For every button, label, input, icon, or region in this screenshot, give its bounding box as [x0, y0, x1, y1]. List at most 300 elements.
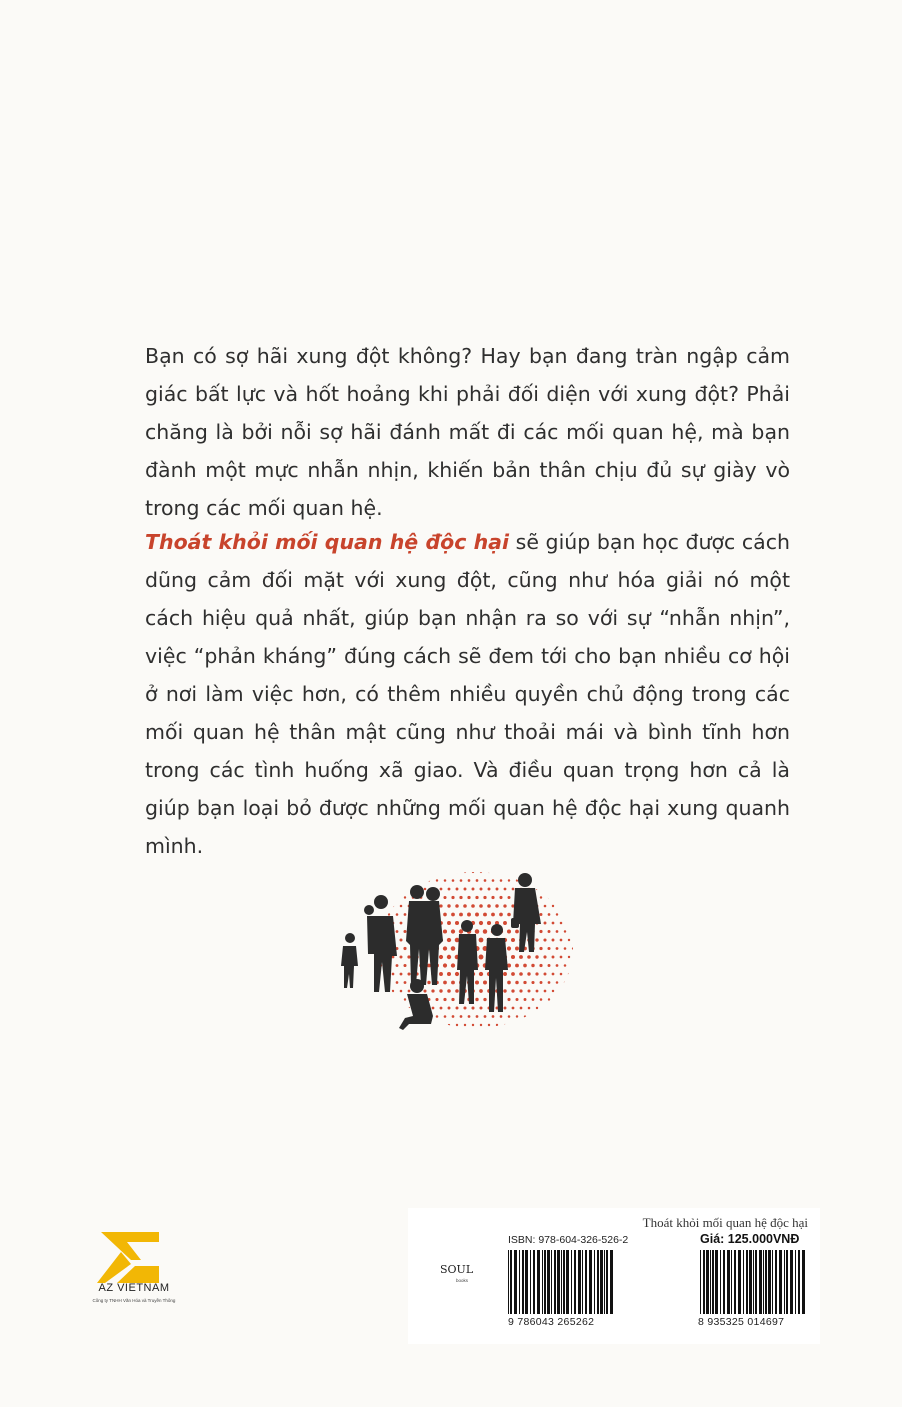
halftone-dot [432, 1007, 435, 1010]
halftone-dot [463, 904, 467, 908]
halftone-dot [444, 1032, 446, 1034]
halftone-dot [392, 1024, 394, 1026]
barcode-bar [600, 1250, 603, 1314]
halftone-dot [388, 998, 390, 1000]
halftone-dot [484, 1015, 487, 1018]
halftone-dot [540, 981, 543, 984]
halftone-dot [480, 871, 482, 873]
halftone-dot [408, 1007, 410, 1009]
halftone-dot [396, 930, 399, 933]
halftone-dot [524, 1033, 526, 1035]
halftone-dot [548, 964, 551, 967]
halftone-dot [380, 913, 382, 915]
halftone-dot [447, 921, 451, 925]
halftone-dot [384, 888, 386, 890]
halftone-dot [507, 946, 511, 950]
halftone-dot [447, 955, 451, 959]
barcode-bar [784, 1250, 785, 1314]
halftone-dot [443, 896, 446, 899]
barcode-bar [749, 1250, 752, 1314]
barcode-bar [519, 1250, 520, 1314]
halftone-dot [472, 888, 475, 891]
halftone-dot [439, 989, 442, 992]
halftone-dot [540, 880, 542, 882]
halftone-dot [479, 1006, 482, 1009]
publisher-company: Công ty TNHH Văn Hóa và Truyền Thông [92, 1298, 176, 1303]
halftone-dot [384, 871, 385, 872]
halftone-dot [560, 888, 562, 890]
halftone-dot [556, 930, 559, 933]
halftone-dot [568, 905, 570, 907]
halftone-dot [516, 1015, 518, 1017]
halftone-dot [447, 938, 451, 942]
halftone-dot [511, 955, 515, 959]
halftone-dot [556, 981, 559, 984]
halftone-dot [527, 989, 530, 992]
barcode-bar [703, 1250, 705, 1314]
halftone-dot [499, 913, 503, 917]
halftone-dot [404, 981, 407, 984]
halftone-dot [400, 990, 403, 993]
halftone-dot [467, 896, 470, 899]
halftone-dot [468, 1032, 470, 1034]
halftone-dot [515, 964, 519, 968]
barcode-bar [522, 1250, 524, 1314]
barcode-bar [720, 1250, 721, 1314]
halftone-dot [503, 921, 507, 925]
barcode-bar [715, 1250, 718, 1314]
halftone-dot [396, 981, 399, 984]
halftone-dot [560, 1007, 562, 1009]
halftone-dot [396, 880, 398, 882]
halftone-dot [500, 1032, 502, 1034]
halftone-dot [440, 871, 442, 873]
halftone-dot [544, 990, 547, 993]
halftone-dot [443, 929, 447, 933]
halftone-dot [556, 880, 558, 882]
halftone-dot [468, 1015, 471, 1018]
halftone-dot [380, 880, 381, 881]
barcode-bar [765, 1250, 767, 1314]
barcode-bar [779, 1250, 782, 1314]
halftone-dot [463, 1006, 466, 1009]
halftone-dot [439, 904, 442, 907]
halftone-dot [451, 963, 455, 967]
halftone-dot [456, 888, 459, 891]
halftone-dot [512, 1024, 514, 1026]
halftone-dot [576, 922, 578, 924]
halftone-dot [404, 913, 407, 916]
halftone-dot [455, 989, 459, 993]
halftone-dot [480, 1024, 482, 1026]
halftone-dot [491, 896, 494, 899]
halftone-dot [456, 871, 458, 873]
halftone-dot [471, 1006, 474, 1009]
halftone-dot [472, 1024, 474, 1026]
silhouettes [341, 873, 541, 1030]
barcode-bar [537, 1250, 540, 1314]
halftone-dot [564, 897, 566, 899]
barcode-bar [738, 1250, 741, 1314]
halftone-dot [507, 913, 511, 917]
halftone-dot [552, 990, 554, 992]
halftone-dot [516, 1033, 518, 1035]
halftone-dot [483, 896, 486, 899]
halftone-dot [511, 972, 515, 976]
halftone-dot [451, 929, 455, 933]
halftone-dot [507, 930, 511, 934]
halftone-dot [380, 999, 382, 1001]
halftone-dot [539, 930, 542, 933]
halftone-dot [396, 998, 398, 1000]
halftone-dot [408, 888, 410, 890]
halftone-dot [564, 1016, 566, 1018]
halftone-dot [552, 973, 555, 976]
halftone-dot [447, 972, 451, 976]
description-paragraph-1: Bạn có sợ hãi xung đột không? Hay bạn đang tràn ngập cảm giác bất lực và hốt hoảng khi phải đối diện với xung đột? Phải chăng là bởi nỗi sợ hãi đánh mất đi các mối quan hệ, mà bạn đành một mực nhẫn nhịn, khiến bản thân chịu đủ sự giày vò trong các mối quan hệ. [145, 344, 790, 520]
halftone-dot [512, 871, 514, 873]
halftone-dot [392, 956, 395, 959]
halftone-dot [376, 1007, 378, 1009]
halftone-dot [520, 871, 522, 873]
halftone-dot [400, 939, 403, 942]
halftone-dot [376, 888, 378, 890]
isbn-barcode-digits: 9 786043 265262 [508, 1316, 595, 1328]
halftone-dot [580, 880, 581, 881]
barcode-bar [798, 1250, 800, 1314]
description-paragraph-2-text: sẽ giúp bạn học được cách dũng cảm đối mặt với xung đột, cũng như hóa giải nó một cách hiệu quả nhất, giúp bạn nhận ra so với sự “nhẫn nhịn”, việc “phản kháng” đúng cách sẽ đem tới cho bạn nhiều cơ hội ở nơi làm việc hơn, có thêm nhiều quyền chủ động trong các mối quan hệ thân mật cũng như thoải mái và bình tĩnh hơn trong các tình huống xã giao. Và điều quan trọng hơn cả là giúp bạn loại bỏ được những mối quan hệ độc hại xung quanh mình. [145, 530, 790, 858]
halftone-dot [576, 973, 578, 975]
halftone-dot [491, 913, 495, 917]
price-label: Giá: 125.000VNĐ [700, 1232, 800, 1246]
halftone-dot [467, 913, 471, 917]
halftone-dot [560, 922, 563, 925]
halftone-dot [560, 1024, 561, 1025]
halftone-dot [504, 871, 506, 873]
halftone-dot [548, 880, 550, 882]
halftone-dot [507, 998, 510, 1001]
halftone-dot [452, 1015, 455, 1018]
halftone-dot [435, 998, 438, 1001]
barcode-bar [574, 1250, 576, 1314]
halftone-dot [408, 871, 410, 873]
description-paragraph-2 [145, 523, 790, 865]
halftone-dot [576, 905, 578, 907]
halftone-dot [576, 871, 577, 872]
barcode-bar [554, 1250, 556, 1314]
halftone-dot [443, 998, 446, 1001]
halftone-dot [428, 879, 430, 881]
halftone-dot [388, 913, 390, 915]
ean-barcode-digits: 8 935325 014697 [698, 1316, 785, 1328]
halftone-dot [580, 1033, 581, 1034]
halftone-dot [528, 871, 530, 873]
halftone-dot [476, 879, 479, 882]
halftone-dot [407, 972, 410, 975]
halftone-dot [479, 904, 483, 908]
halftone-dot [572, 964, 574, 966]
barcode-bar [795, 1250, 796, 1314]
halftone-dot [376, 871, 377, 872]
halftone-dot [572, 1033, 573, 1034]
halftone-dot [540, 998, 543, 1001]
barcode-bar [561, 1250, 562, 1314]
halftone-dot [531, 981, 534, 984]
halftone-dot [527, 955, 531, 959]
halftone-dot [544, 888, 546, 890]
halftone-dot [556, 1016, 558, 1018]
halftone-dot [496, 1024, 498, 1026]
halftone-dot [548, 1016, 550, 1018]
halftone-dot [451, 896, 454, 899]
halftone-dot [580, 1016, 581, 1017]
halftone-dot [496, 871, 498, 873]
halftone-dot [564, 999, 566, 1001]
halftone-dot [539, 964, 542, 967]
barcode-bar [727, 1250, 730, 1314]
halftone-dot [511, 989, 514, 992]
halftone-dot [572, 1016, 573, 1017]
barcode-bar [597, 1250, 599, 1314]
barcode-bar [772, 1250, 773, 1314]
halftone-dot [404, 880, 406, 882]
halftone-dot [568, 973, 570, 975]
halftone-dot [448, 1024, 450, 1026]
halftone-dot [548, 930, 551, 933]
halftone-dot [552, 939, 555, 942]
halftone-dot [548, 1033, 549, 1034]
halftone-dot [580, 999, 582, 1001]
halftone-dot [524, 1015, 526, 1017]
halftone-dot [552, 871, 554, 873]
barcode-bar [786, 1250, 788, 1314]
halftone-dot [483, 998, 486, 1001]
halftone-dot [451, 998, 454, 1001]
halftone-dot [544, 1024, 546, 1026]
halftone-dot [540, 896, 542, 898]
halftone-dot [412, 1033, 414, 1035]
halftone-dot [576, 888, 577, 889]
halftone-dot [499, 896, 502, 899]
barcode-bar [734, 1250, 736, 1314]
halftone-dot [459, 896, 462, 899]
halftone-dot [388, 1033, 389, 1034]
halftone-dot [427, 981, 430, 984]
halftone-dot [452, 879, 455, 882]
halftone-dot [548, 981, 551, 984]
barcode-bar [582, 1250, 583, 1314]
halftone-dot [400, 973, 403, 976]
halftone-dot [560, 871, 561, 872]
halftone-dot [416, 871, 418, 873]
halftone-dot [464, 871, 466, 873]
halftone-dot [532, 1015, 534, 1017]
halftone-dot [504, 1024, 506, 1026]
halftone-dot [400, 871, 402, 873]
halftone-dot [523, 981, 526, 984]
barcode-bar [700, 1250, 701, 1314]
halftone-dot [447, 989, 451, 993]
halftone-dot [572, 897, 574, 899]
halftone-dot [492, 879, 495, 882]
barcode-bar [606, 1250, 608, 1314]
halftone-dot [420, 1033, 422, 1035]
halftone-dot [479, 921, 483, 925]
halftone-dot [407, 955, 410, 958]
halftone-dot [504, 1007, 507, 1010]
halftone-dot [552, 922, 555, 925]
halftone-dot [448, 888, 451, 891]
halftone-dot [536, 990, 539, 993]
halftone-dot [532, 1033, 534, 1035]
halftone-dot [428, 1033, 430, 1035]
halftone-dot [548, 913, 551, 916]
halftone-dot [440, 1007, 443, 1010]
halftone-dot [576, 956, 578, 958]
halftone-dot [552, 956, 555, 959]
barcode-bar [802, 1250, 805, 1314]
halftone-dot [508, 1015, 511, 1018]
halftone-dot [396, 964, 399, 967]
halftone-dot [532, 998, 535, 1001]
halftone-dot [480, 888, 483, 891]
halftone-dot [443, 913, 447, 917]
halftone-dot [507, 896, 510, 899]
halftone-dot [492, 1015, 495, 1018]
halftone-dot [439, 955, 443, 959]
halftone-dot [479, 955, 484, 960]
halftone-dot [484, 879, 487, 882]
barcode-bar [563, 1250, 565, 1314]
halftone-dot [460, 879, 463, 882]
barcode-bar [510, 1250, 512, 1314]
isbn-label: ISBN: 978-604-326-526-2 [508, 1234, 629, 1246]
halftone-dot [488, 871, 490, 873]
halftone-dot [519, 989, 522, 992]
halftone-dot [432, 871, 434, 873]
barcode-bar [712, 1250, 714, 1314]
halftone-dot [443, 981, 447, 985]
halftone-dot [472, 871, 474, 873]
halftone-dot [512, 1007, 515, 1010]
halftone-dot [543, 955, 546, 958]
halftone-dot [479, 938, 484, 943]
sticker-book-title: Thoát khỏi mối quan hệ độc hại [642, 1215, 808, 1230]
halftone-dot [527, 972, 530, 975]
halftone-dot [564, 947, 567, 950]
halftone-dot [400, 1007, 402, 1009]
halftone-dot [492, 1032, 494, 1034]
halftone-dot [536, 1024, 538, 1026]
barcode-bar [533, 1250, 535, 1314]
halftone-dot [436, 1015, 439, 1018]
halftone-dot [580, 947, 582, 949]
halftone-dot [495, 904, 498, 907]
halftone-dot [572, 913, 574, 915]
halftone-dot [556, 998, 558, 1000]
halftone-dot [572, 930, 574, 932]
barcode-bar [710, 1250, 711, 1314]
halftone-dot [483, 929, 487, 933]
barcode-bar [585, 1250, 587, 1314]
barcode-bar [551, 1250, 552, 1314]
halftone-dot [388, 896, 390, 898]
halftone-dot [580, 964, 582, 966]
halftone-dot [403, 930, 406, 933]
halftone-dot [376, 1024, 377, 1025]
halftone-dot [380, 1033, 381, 1034]
halftone-dot [568, 990, 570, 992]
halftone-dot [536, 1007, 538, 1009]
halftone-dot [544, 871, 546, 873]
halftone-dot [568, 1024, 569, 1025]
halftone-dot [483, 981, 487, 985]
halftone-dot [440, 1024, 442, 1026]
halftone-dot [404, 896, 406, 898]
halftone-dot [576, 990, 578, 992]
people-silhouette-illustration [325, 860, 585, 1040]
halftone-dot [436, 1033, 438, 1035]
barcode-bar [544, 1250, 546, 1314]
halftone-dot [568, 956, 570, 958]
halftone-dot [404, 998, 406, 1000]
halftone-dot [580, 914, 582, 916]
halftone-dot [500, 1015, 503, 1018]
halftone-dot [524, 998, 527, 1001]
halftone-dot [560, 956, 563, 959]
halftone-dot [496, 888, 499, 891]
halftone-dot [560, 939, 563, 942]
halftone-dot [516, 998, 519, 1001]
halftone-dot [576, 1007, 578, 1009]
barcode-bar [604, 1250, 605, 1314]
halftone-dot [515, 981, 519, 985]
halftone-dot [552, 905, 554, 907]
halftone-dot [483, 913, 487, 917]
halftone-dot [543, 938, 546, 941]
halftone-dot [515, 947, 519, 951]
halftone-dot [392, 905, 394, 907]
halftone-dot [519, 972, 523, 976]
halftone-dot [388, 1016, 390, 1018]
halftone-dot [560, 905, 562, 907]
halftone-dot [443, 963, 447, 967]
halftone-dot [580, 930, 582, 932]
barcode-bar [547, 1250, 550, 1314]
halftone-dot [556, 947, 559, 950]
halftone-dot [475, 929, 480, 934]
halftone-dot [544, 1007, 546, 1009]
halftone-dot [503, 989, 506, 992]
halftone-dot [511, 938, 515, 942]
halftone-dot [535, 955, 538, 958]
halftone-dot [380, 981, 382, 983]
halftone-dot [560, 973, 563, 976]
halftone-dot [403, 947, 406, 950]
halftone-dot [523, 964, 527, 968]
halftone-dot [448, 871, 450, 873]
halftone-dot [536, 871, 538, 873]
halftone-dot [487, 904, 491, 908]
halftone-dot [544, 905, 547, 908]
halftone-dot [424, 888, 427, 891]
halftone-dot [504, 888, 507, 891]
halftone-dot [460, 1015, 463, 1018]
halftone-dot [508, 1033, 510, 1035]
halftone-dot [416, 1024, 418, 1026]
halftone-dot [544, 973, 547, 976]
halftone-dot [556, 964, 559, 967]
